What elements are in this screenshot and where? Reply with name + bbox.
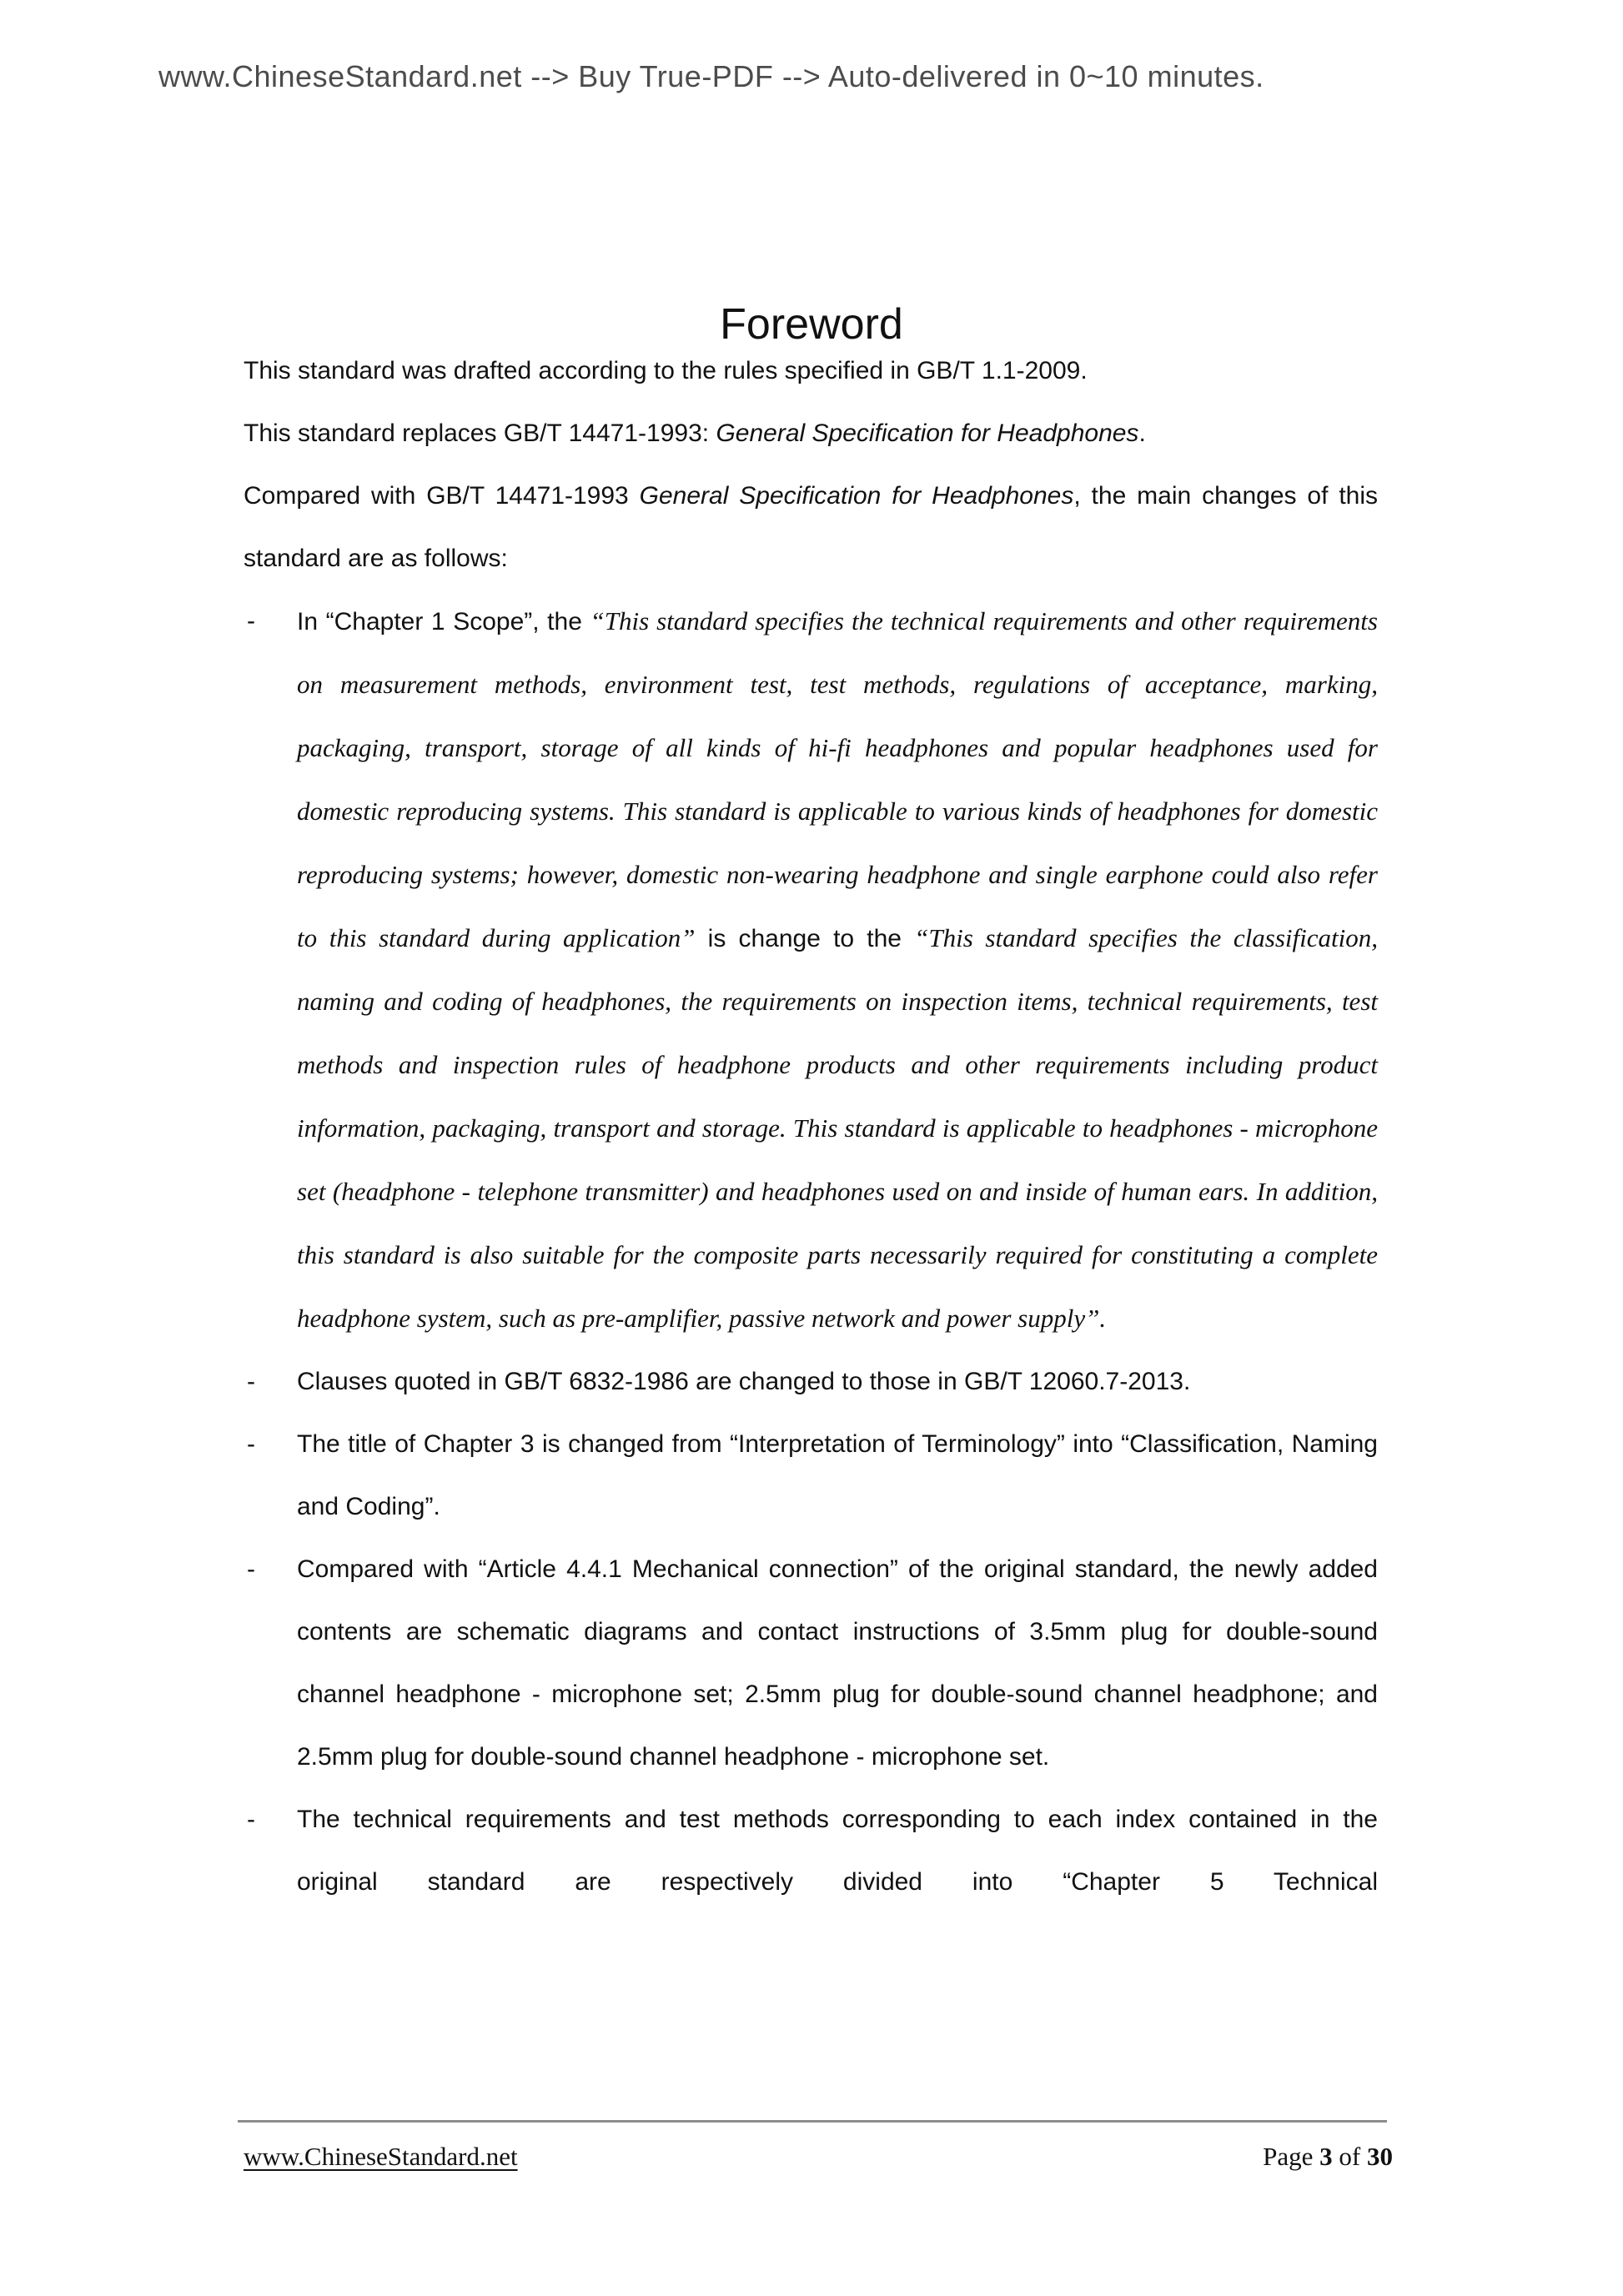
paragraph-text: This standard replaces GB/T 14471-1993: — [244, 420, 716, 447]
page-number: 3 — [1319, 2142, 1333, 2171]
quoted-scope-old: “This standard specifies the technical requirements and other requirements on measurement methods, environment test, test methods, regulations of acceptance, marking, packaging, transport, storage of all kinds of hi-fi headphones and popular headphones used for domestic reproducing systems. This standard is applicable to various kinds of headphones for domestic reproducing systems; however, domestic non-wearing headphone and single earphone could also refer to this standard during application” — [297, 606, 1378, 952]
paragraph-text: . — [1138, 420, 1146, 447]
bullet-dash: - — [247, 1430, 255, 1458]
quoted-scope-new: “This standard specifies the classification, naming and coding of headphones, the requirements on inspection items, technical requirements, test methods and inspection rules of headphone products and other requirements including product information, packaging, transport and storage. This standard is applicable to headphones - microphone set (headphone - telephone transmitter) and headphones used on and inside of human ears. In addition, this standard is also suitable for the composite parts necessarily required for constituting a complete headphone system, such as pre-amplifier, passive network and power supply”. — [297, 923, 1378, 1333]
bullet-dash: - — [247, 1368, 255, 1395]
paragraph-text: This standard was drafted according to the rules specified in GB/T 1.1-2009. — [244, 357, 1088, 384]
page-title: Foreword — [720, 299, 903, 349]
footer-page-indicator — [1263, 2142, 1393, 2172]
footer-divider — [238, 2120, 1387, 2123]
bullet-text: Clauses quoted in GB/T 6832-1986 are changed to those in GB/T 12060.7-2013. — [297, 1368, 1191, 1395]
bullet-text: Compared with “Article 4.4.1 Mechanical connection” of the original standard, the newly added contents are schematic diagrams and contact instructions of 3.5mm plug for double-sound channel headphone - microphone set; 2.5mm plug for double-sound channel headphone; and 2.5mm plug for double-sound channel headphone - microphone set. — [297, 1555, 1378, 1771]
bullet-dash: - — [247, 1806, 255, 1833]
bullet-text: The title of Chapter 3 is changed from “Interpretation of Terminology” into “Classification, Naming and Coding”. — [297, 1430, 1378, 1520]
bullet-item-scope-change — [244, 590, 1378, 1350]
bullet-item-mechanical-connection — [244, 1538, 1378, 1788]
standard-name-italic: General Specification for Headphones — [716, 420, 1139, 447]
footer-site-link[interactable]: www.ChineseStandard.net — [244, 2142, 518, 2171]
paragraph-drafting-rules — [244, 339, 1378, 402]
bullet-item-chapter3-title — [244, 1413, 1378, 1538]
paragraph-text: Compared with GB/T 14471-1993 — [244, 482, 640, 510]
bullet-text: is change to the — [695, 925, 915, 952]
bullet-text: The technical requirements and test methods corresponding to each index contained in the original standard are respectively divided into “Chapter 5 Technical — [297, 1806, 1378, 1896]
bullet-text: In “Chapter 1 Scope”, the — [297, 608, 590, 636]
bullet-item-clauses-quoted — [244, 1350, 1378, 1413]
document-body — [244, 339, 1378, 1913]
of-word: of — [1339, 2142, 1361, 2171]
page-total: 30 — [1367, 2142, 1393, 2171]
standard-name-italic: General Specification for Headphones — [639, 482, 1074, 510]
page-word: Page — [1263, 2142, 1314, 2171]
paragraph-text: , the main changes of this standard are as follows: — [244, 482, 1379, 572]
bullet-dash: - — [247, 1555, 255, 1583]
purchase-banner-text: www.ChineseStandard.net --> Buy True-PDF --> Auto-delivered in 0~10 minutes. — [158, 59, 1264, 93]
bullet-dash: - — [247, 607, 255, 635]
bullet-item-technical-requirements — [244, 1788, 1378, 1913]
paragraph-replaces — [244, 402, 1378, 465]
paragraph-compared — [244, 465, 1378, 590]
